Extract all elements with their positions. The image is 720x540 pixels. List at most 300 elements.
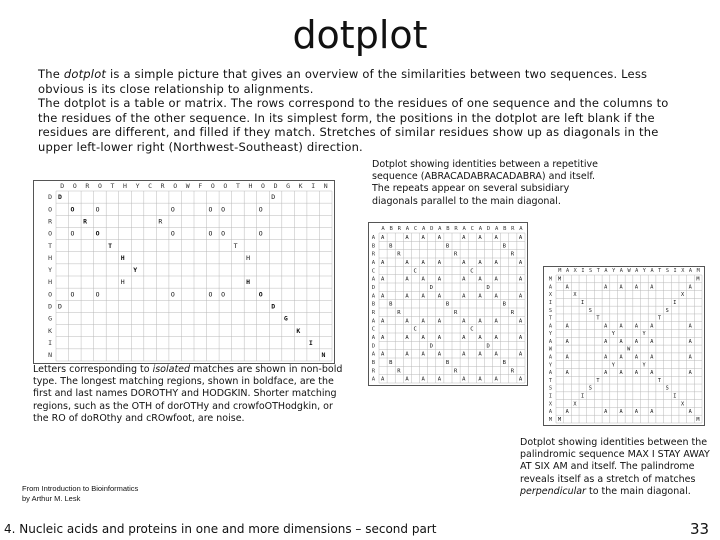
- match-cell: S: [665, 307, 669, 314]
- row-header: C: [371, 326, 375, 333]
- match-cell: B: [445, 360, 450, 366]
- match-cell: A: [494, 351, 498, 358]
- match-cell: D: [58, 193, 62, 202]
- match-cell: A: [381, 276, 385, 283]
- match-cell: A: [405, 318, 409, 325]
- match-cell: A: [634, 323, 638, 330]
- footer-text: 4. Nucleic acids and proteins in one and more dimensions – second part: [4, 522, 437, 536]
- column-header: T: [596, 268, 600, 274]
- column-header: C: [470, 226, 474, 232]
- match-cell: A: [478, 235, 482, 241]
- match-cell: R: [158, 217, 163, 226]
- match-cell: A: [437, 293, 442, 300]
- match-cell: X: [680, 401, 685, 408]
- match-cell: A: [381, 376, 385, 383]
- column-header: Y: [642, 268, 646, 274]
- match-cell: X: [573, 292, 577, 299]
- row-header: B: [371, 243, 375, 250]
- column-header: S: [665, 268, 669, 274]
- match-cell: A: [462, 376, 466, 383]
- intro-p1-emphasis: dotplot: [63, 67, 107, 81]
- column-header: A: [381, 226, 385, 232]
- match-cell: A: [478, 276, 482, 283]
- match-cell: A: [494, 260, 498, 266]
- match-cell: Y: [611, 331, 615, 338]
- match-cell: A: [437, 260, 442, 266]
- match-cell: O: [170, 205, 175, 214]
- match-cell: M: [696, 276, 700, 283]
- source-citation: [22, 484, 138, 504]
- row-header: X: [548, 401, 552, 408]
- intro-p1-end: is a simple picture that gives an overview of the similarities between two sequences. Less obvious is its close relationship to alignments.: [38, 67, 648, 96]
- match-cell: A: [565, 323, 569, 330]
- row-header: D: [48, 302, 52, 311]
- match-cell: A: [494, 235, 498, 241]
- match-cell: X: [680, 292, 685, 299]
- match-cell: A: [462, 351, 466, 358]
- names-dotplot: [33, 180, 335, 364]
- match-cell: A: [518, 293, 523, 300]
- match-cell: A: [421, 318, 425, 325]
- match-cell: A: [619, 323, 623, 330]
- row-header: I: [548, 393, 552, 400]
- row-header: Y: [48, 266, 52, 275]
- palindrome-caption-start: Dotplot showing identities between the palindromic sequence MAX I STAY AWAY AT SIX AM and itself. The palindrome reveals itself as a stretch of matches: [520, 437, 710, 485]
- column-header: X: [681, 268, 685, 274]
- row-header: B: [371, 360, 375, 366]
- match-cell: N: [321, 351, 326, 360]
- column-header: A: [619, 268, 623, 274]
- column-header: I: [581, 268, 585, 274]
- match-cell: A: [604, 370, 608, 377]
- match-cell: A: [518, 318, 523, 325]
- match-cell: Y: [133, 266, 138, 275]
- match-cell: R: [83, 217, 88, 226]
- column-header: A: [519, 226, 523, 232]
- match-cell: A: [437, 335, 442, 341]
- column-header: A: [494, 226, 499, 232]
- match-cell: A: [604, 409, 608, 416]
- slide-title: dotplot: [292, 13, 428, 57]
- match-cell: A: [518, 235, 523, 241]
- match-cell: R: [510, 368, 515, 375]
- column-header: H: [123, 182, 127, 190]
- match-cell: A: [381, 235, 385, 241]
- column-header: R: [511, 226, 515, 232]
- match-cell: A: [462, 318, 466, 325]
- match-cell: O: [258, 229, 263, 238]
- match-cell: A: [634, 409, 638, 416]
- match-cell: A: [462, 293, 466, 300]
- row-header: X: [548, 292, 552, 299]
- names-caption-start: Letters corresponding to: [33, 364, 153, 375]
- match-cell: A: [650, 284, 654, 291]
- column-header: W: [627, 268, 631, 274]
- column-header: R: [397, 226, 401, 232]
- column-header: F: [198, 182, 203, 190]
- row-header: A: [371, 318, 375, 325]
- column-header: X: [573, 268, 577, 274]
- match-cell: A: [421, 335, 425, 341]
- match-cell: B: [502, 360, 506, 366]
- row-header: O: [48, 205, 52, 214]
- row-header: N: [48, 351, 52, 360]
- match-cell: B: [389, 301, 393, 308]
- match-cell: R: [454, 368, 458, 375]
- match-cell: A: [381, 293, 385, 300]
- row-header: O: [48, 229, 52, 238]
- match-cell: A: [688, 323, 692, 330]
- match-cell: A: [650, 323, 654, 330]
- column-header: A: [438, 226, 442, 232]
- names-dotplot-canvas: [34, 181, 334, 363]
- column-header: A: [462, 226, 466, 232]
- match-cell: A: [437, 235, 442, 241]
- column-header: C: [413, 226, 418, 232]
- abracadabra-caption: Dotplot showing identities between a repetitive sequence (ABRACADABRACADABRA) and itself. The repeats appear on several subsidiary diagonals parallel to the main diagonal.: [372, 159, 598, 207]
- column-header: S: [589, 268, 593, 274]
- column-header: C: [148, 182, 153, 190]
- match-cell: A: [518, 335, 523, 341]
- palindrome-dotplot-canvas: [544, 267, 704, 425]
- match-cell: A: [437, 351, 442, 358]
- match-cell: A: [650, 354, 654, 361]
- match-cell: D: [486, 343, 490, 350]
- match-cell: A: [650, 338, 654, 345]
- match-cell: A: [421, 276, 425, 283]
- column-header: D: [60, 182, 65, 190]
- column-header: K: [298, 182, 303, 190]
- match-cell: A: [494, 335, 498, 341]
- column-header: O: [97, 182, 102, 190]
- match-cell: I: [581, 393, 585, 400]
- match-cell: A: [565, 354, 569, 361]
- row-header: A: [548, 409, 552, 416]
- match-cell: O: [208, 205, 213, 214]
- row-header: D: [371, 285, 375, 291]
- match-cell: O: [208, 229, 213, 238]
- match-cell: A: [437, 276, 442, 283]
- match-cell: A: [462, 235, 466, 241]
- column-header: I: [673, 268, 677, 274]
- match-cell: A: [494, 276, 498, 283]
- row-header: D: [371, 343, 375, 350]
- match-cell: A: [565, 409, 569, 416]
- match-cell: A: [421, 260, 425, 266]
- row-header: O: [48, 290, 52, 299]
- match-cell: I: [308, 338, 313, 347]
- intro-text: [38, 67, 678, 155]
- match-cell: A: [405, 235, 409, 241]
- match-cell: O: [208, 290, 213, 299]
- column-header: T: [235, 182, 240, 190]
- match-cell: Y: [611, 362, 615, 369]
- column-header: B: [503, 226, 507, 232]
- column-header: B: [389, 226, 393, 232]
- match-cell: C: [413, 326, 417, 333]
- match-cell: Y: [642, 362, 646, 369]
- match-cell: A: [421, 293, 425, 300]
- palindrome-caption-emphasis: perpendicular: [520, 485, 586, 497]
- column-header: R: [160, 182, 165, 190]
- column-header: O: [261, 182, 265, 190]
- palindrome-dotplot: [543, 266, 705, 426]
- row-header: B: [371, 301, 375, 308]
- match-cell: I: [581, 299, 585, 306]
- match-cell: A: [437, 318, 442, 325]
- page-number: 33: [690, 520, 710, 538]
- match-cell: K: [296, 326, 301, 335]
- column-header: H: [248, 182, 253, 190]
- column-header: W: [185, 182, 190, 190]
- match-cell: O: [70, 205, 75, 214]
- match-cell: A: [619, 354, 623, 361]
- match-cell: A: [437, 376, 442, 383]
- column-header: O: [72, 182, 77, 190]
- match-cell: O: [70, 229, 75, 238]
- match-cell: A: [381, 318, 385, 325]
- row-header: A: [371, 376, 375, 383]
- match-cell: A: [478, 335, 482, 341]
- row-header: I: [48, 338, 52, 347]
- match-cell: A: [565, 338, 569, 345]
- row-header: A: [371, 335, 375, 341]
- match-cell: G: [283, 314, 288, 323]
- match-cell: A: [381, 335, 385, 341]
- match-cell: O: [170, 229, 175, 238]
- match-cell: D: [271, 193, 276, 202]
- column-header: R: [454, 226, 458, 232]
- match-cell: A: [405, 276, 409, 283]
- match-cell: A: [405, 335, 409, 341]
- column-header: D: [273, 182, 278, 190]
- match-cell: O: [95, 205, 100, 214]
- column-header: A: [635, 268, 639, 274]
- match-cell: D: [486, 285, 490, 291]
- match-cell: A: [462, 260, 466, 266]
- match-cell: A: [688, 409, 692, 416]
- match-cell: A: [688, 370, 692, 377]
- match-cell: R: [454, 251, 458, 258]
- match-cell: B: [445, 301, 450, 308]
- match-cell: D: [429, 343, 433, 350]
- names-caption-emphasis: isolated: [152, 364, 191, 375]
- match-cell: A: [688, 338, 692, 345]
- row-header: Y: [548, 331, 552, 338]
- match-cell: A: [518, 276, 523, 283]
- column-header: T: [658, 268, 662, 274]
- row-header: A: [371, 293, 375, 300]
- column-header: N: [323, 182, 328, 190]
- match-cell: S: [588, 307, 592, 314]
- match-cell: A: [494, 318, 498, 325]
- match-cell: O: [258, 205, 263, 214]
- match-cell: A: [478, 351, 482, 358]
- column-header: M: [558, 268, 562, 274]
- match-cell: C: [413, 268, 417, 275]
- row-header: I: [548, 299, 552, 306]
- names-caption: [33, 364, 351, 425]
- match-cell: D: [58, 302, 62, 311]
- row-header: R: [371, 310, 375, 316]
- palindrome-caption-end: to the main diagonal.: [585, 485, 691, 497]
- match-cell: A: [478, 293, 482, 300]
- match-cell: A: [462, 276, 466, 283]
- match-cell: A: [478, 318, 482, 325]
- row-header: S: [548, 307, 552, 314]
- row-header: H: [48, 253, 52, 262]
- match-cell: A: [494, 293, 498, 300]
- row-header: A: [371, 276, 375, 283]
- match-cell: O: [170, 290, 175, 299]
- match-cell: R: [454, 310, 458, 316]
- row-header: T: [548, 315, 552, 322]
- column-header: A: [688, 268, 693, 274]
- intro-paragraph-1: [38, 67, 678, 96]
- match-cell: T: [596, 315, 600, 322]
- match-cell: O: [221, 205, 226, 214]
- match-cell: A: [604, 323, 608, 330]
- match-cell: A: [462, 335, 466, 341]
- source-book: From Introduction to Bioinformatics: [22, 484, 139, 493]
- row-header: T: [548, 377, 552, 384]
- row-header: R: [371, 251, 375, 258]
- row-header: M: [548, 416, 552, 423]
- match-cell: O: [258, 290, 263, 299]
- row-header: K: [48, 326, 52, 335]
- column-header: D: [486, 226, 491, 232]
- match-cell: A: [381, 351, 385, 358]
- match-cell: R: [397, 251, 401, 258]
- match-cell: C: [470, 268, 474, 275]
- match-cell: O: [221, 229, 226, 238]
- row-header: A: [371, 260, 375, 266]
- row-header: W: [548, 346, 552, 353]
- match-cell: A: [405, 293, 409, 300]
- match-cell: A: [518, 260, 523, 266]
- column-header: D: [430, 226, 434, 232]
- column-header: I: [311, 182, 316, 190]
- match-cell: A: [634, 354, 638, 361]
- match-cell: R: [510, 310, 515, 316]
- column-header: A: [604, 268, 608, 274]
- match-cell: R: [510, 251, 515, 258]
- match-cell: A: [405, 260, 409, 266]
- intro-paragraph-2: The dotplot is a table or matrix. The rows correspond to the residues of one sequence and the columns to the residues of the other sequence. In its simplest form, the positions in the dotplot are left blank if the residues are different, and filled if they match. Stretches of similar residues show up as diagonals in the upper left-lower right (Northwest-Southeast) direction.: [38, 96, 669, 154]
- column-header: A: [565, 268, 570, 274]
- row-header: A: [548, 370, 552, 377]
- match-cell: H: [246, 253, 251, 262]
- match-cell: B: [445, 243, 450, 250]
- match-cell: B: [502, 243, 506, 250]
- match-cell: O: [95, 229, 100, 238]
- match-cell: A: [604, 354, 608, 361]
- match-cell: R: [397, 368, 401, 375]
- column-header: O: [223, 182, 228, 190]
- match-cell: T: [596, 377, 600, 384]
- match-cell: X: [573, 401, 577, 408]
- row-header: G: [48, 314, 52, 323]
- match-cell: A: [604, 284, 608, 291]
- match-cell: B: [389, 243, 393, 250]
- match-cell: I: [673, 299, 677, 306]
- match-cell: A: [650, 370, 654, 377]
- row-header: Y: [548, 362, 552, 369]
- match-cell: A: [604, 338, 608, 345]
- match-cell: A: [405, 351, 409, 358]
- match-cell: A: [619, 338, 623, 345]
- match-cell: A: [650, 409, 654, 416]
- source-author: by Arthur M. Lesk: [22, 494, 81, 503]
- match-cell: D: [271, 302, 276, 311]
- match-cell: W: [627, 346, 631, 353]
- match-cell: A: [421, 235, 425, 241]
- match-cell: T: [657, 315, 662, 322]
- match-cell: A: [619, 370, 623, 377]
- palindrome-caption: [520, 437, 715, 498]
- match-cell: A: [688, 284, 692, 291]
- column-header: O: [173, 182, 178, 190]
- row-header: A: [548, 338, 552, 345]
- match-cell: A: [619, 284, 623, 291]
- row-header: C: [371, 268, 375, 275]
- match-cell: O: [95, 290, 100, 299]
- match-cell: A: [688, 354, 692, 361]
- row-header: T: [48, 241, 52, 250]
- row-header: H: [48, 278, 52, 287]
- row-header: A: [548, 284, 552, 291]
- match-cell: I: [673, 393, 677, 400]
- column-header: G: [286, 182, 291, 190]
- column-header: O: [210, 182, 215, 190]
- row-header: R: [48, 217, 52, 226]
- column-header: T: [110, 182, 115, 190]
- match-cell: B: [389, 360, 393, 366]
- match-cell: O: [221, 290, 226, 299]
- match-cell: A: [421, 351, 425, 358]
- column-header: A: [650, 268, 654, 274]
- match-cell: R: [397, 310, 401, 316]
- match-cell: A: [634, 338, 638, 345]
- column-header: A: [478, 226, 483, 232]
- column-header: Y: [612, 268, 616, 274]
- match-cell: Y: [642, 331, 646, 338]
- match-cell: A: [478, 376, 482, 383]
- match-cell: A: [421, 376, 425, 383]
- intro-p1-start: The: [38, 67, 64, 81]
- match-cell: T: [233, 241, 238, 250]
- row-header: A: [548, 323, 552, 330]
- match-cell: A: [405, 376, 409, 383]
- match-cell: H: [120, 253, 125, 262]
- row-header: S: [548, 385, 552, 392]
- column-header: B: [446, 226, 450, 232]
- match-cell: H: [120, 278, 125, 287]
- match-cell: M: [696, 416, 700, 423]
- match-cell: O: [70, 290, 75, 299]
- abracadabra-dotplot: [368, 222, 528, 386]
- row-header: A: [548, 354, 552, 361]
- names-caption-end: matches are shown in non-bold type. The longest matching regions, shown in boldface, are the first and last names DOROTHY and HODGKIN. Shorter matching regions, such as the OTH of dorOTHy and crowfoOTHodgkin, or the RO of doROthy and cROwfoot, are noise.: [33, 364, 343, 424]
- match-cell: A: [381, 260, 385, 266]
- column-header: M: [696, 268, 700, 274]
- column-header: R: [85, 182, 90, 190]
- row-header: M: [548, 276, 552, 283]
- match-cell: M: [558, 276, 562, 283]
- abracadabra-dotplot-canvas: [369, 223, 527, 385]
- match-cell: A: [634, 284, 638, 291]
- match-cell: A: [565, 370, 569, 377]
